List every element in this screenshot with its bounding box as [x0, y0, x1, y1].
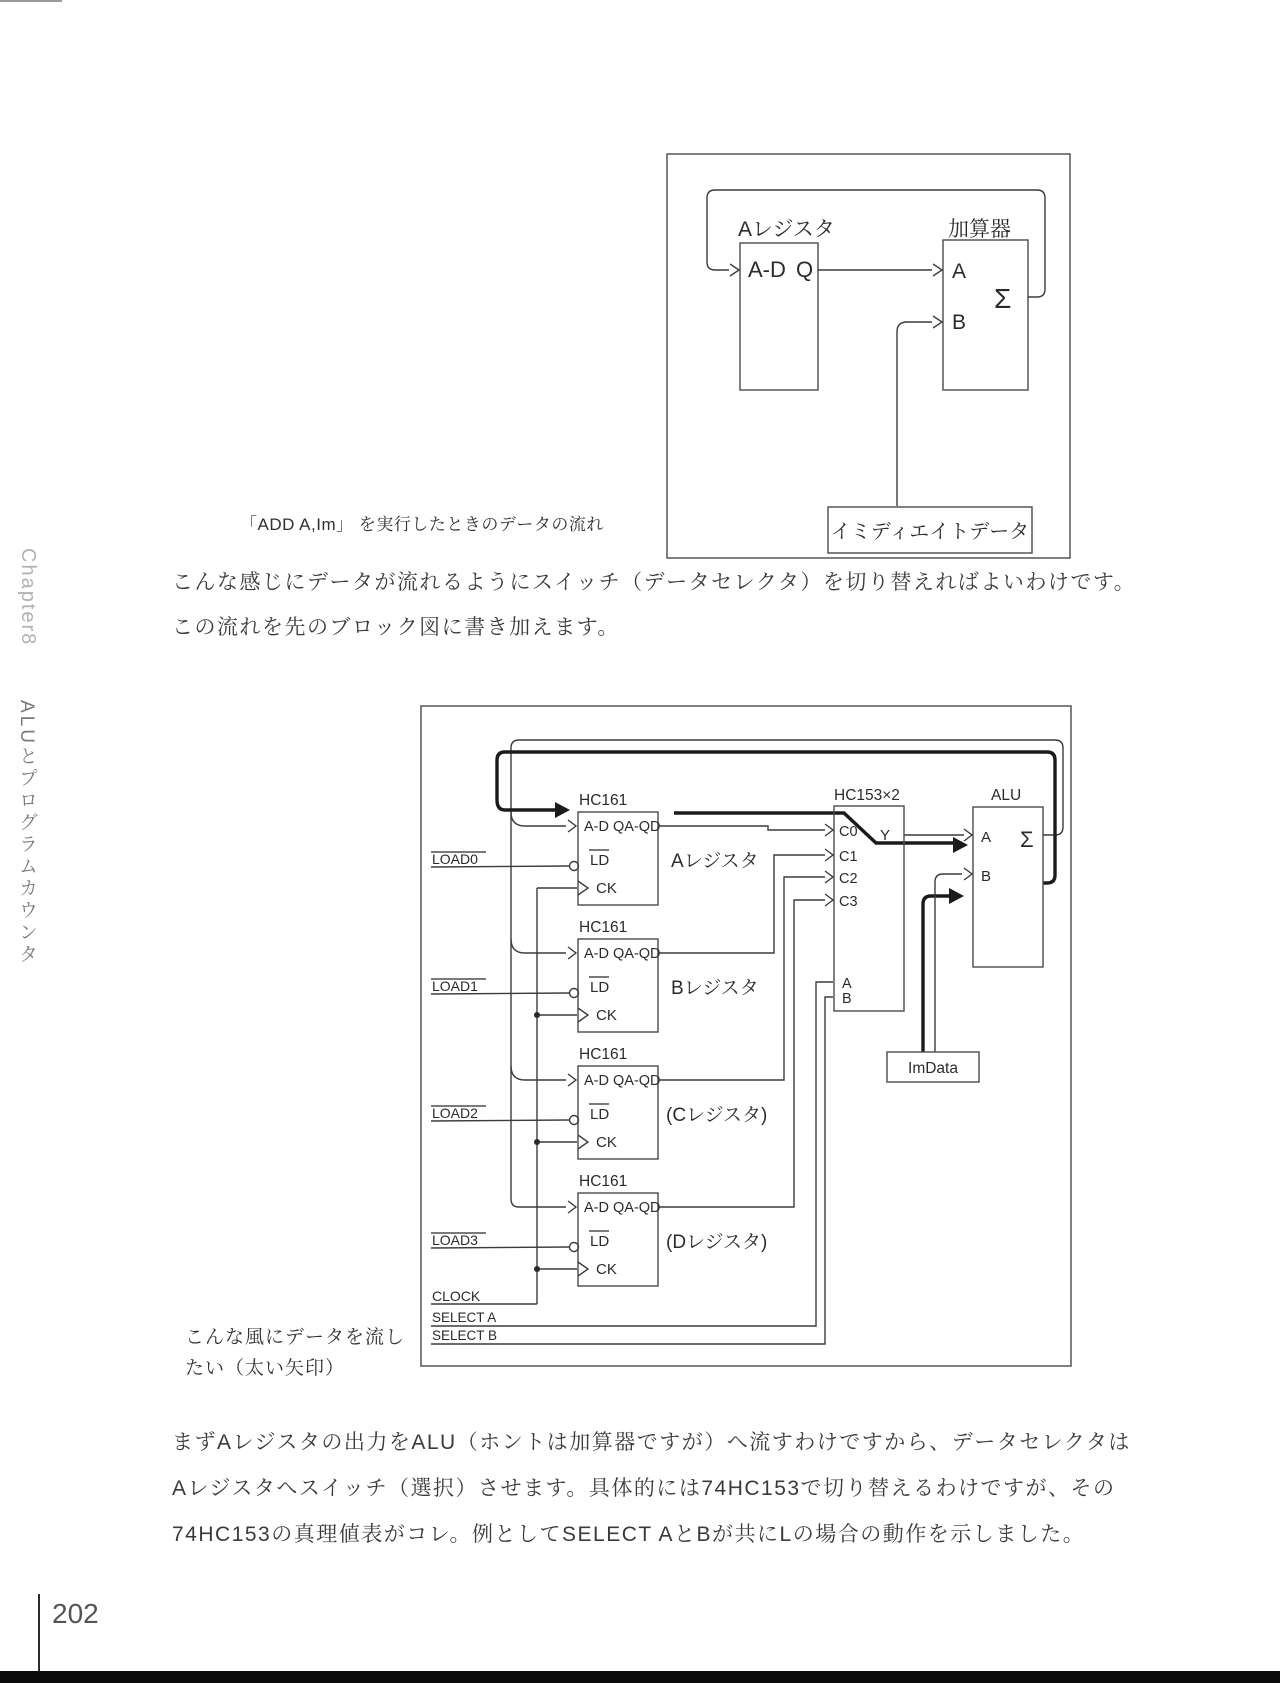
- alu-block: [964, 787, 1043, 967]
- sidebar-rule-bottom: [0, 0, 62, 2]
- ld-label: LD: [590, 979, 610, 996]
- ports-label: A-D QA-QD: [584, 1200, 661, 1216]
- select-b-port: B: [842, 991, 852, 1007]
- select-a-label: SELECT A: [432, 1310, 497, 1325]
- chip-label: ALU: [991, 787, 1022, 804]
- register-name: (Cレジスタ): [666, 1105, 768, 1126]
- register-name: Aレジスタ: [671, 851, 759, 872]
- c2-label: C2: [839, 871, 858, 887]
- input-chevron-icon: [964, 829, 972, 841]
- chapter-label: Chapter8: [17, 548, 39, 647]
- input-chevron-icon: [568, 1074, 576, 1086]
- clock-chevron-icon: [578, 881, 588, 895]
- input-chevron-icon: [568, 1201, 576, 1213]
- ld-bubble-icon: [570, 862, 579, 871]
- paragraph-1-line-2: この流れを先のブロック図に書き加えます。: [172, 616, 620, 639]
- junction-dot: [534, 1139, 540, 1145]
- clock-label: CLOCK: [432, 1288, 481, 1304]
- select-b-wire: [431, 997, 833, 1344]
- ld-label: LD: [590, 852, 610, 869]
- figure2-feedback-bus: [511, 740, 1063, 1207]
- select-a-port: A: [842, 976, 852, 992]
- clock-chevron-icon: [578, 1135, 588, 1149]
- register-name: Bレジスタ: [671, 978, 759, 999]
- bus-branch-c: [511, 1066, 566, 1080]
- select-b-label: SELECT B: [432, 1328, 498, 1343]
- load2-wire: [431, 1120, 569, 1121]
- chip-label: HC161: [579, 1173, 628, 1190]
- input-chevron-icon: [933, 264, 942, 276]
- figure1-adder-b-port: B: [952, 311, 967, 334]
- input-chevron-icon: [825, 894, 833, 906]
- ld-bubble-icon: [570, 1116, 579, 1125]
- clock-chevron-icon: [578, 1008, 588, 1022]
- figure1-add-a-im-diagram: [660, 148, 1075, 563]
- imdata-label: ImData: [908, 1060, 958, 1077]
- load0-wire: [431, 866, 569, 867]
- paragraph-1: [172, 560, 1136, 650]
- wire-a-to-c0: [658, 826, 825, 830]
- wire-d-to-c3: [658, 900, 825, 1207]
- figure1-ad-port-label: A-D: [748, 257, 786, 282]
- load-signals: [431, 851, 569, 1248]
- register-block-b: [568, 919, 759, 1032]
- load3-label: LOAD3: [432, 1232, 478, 1248]
- figure1-imdata-wire: [897, 322, 932, 506]
- page-number: 202: [52, 1598, 99, 1629]
- c1-label: C1: [839, 849, 858, 865]
- ports-label: A-D QA-QD: [584, 819, 661, 835]
- ld-label: LD: [590, 1233, 610, 1250]
- bus-branch-b: [511, 939, 566, 953]
- scan-edge-bar: [0, 1671, 1280, 1683]
- load1-wire: [431, 993, 569, 994]
- select-a-wire: [431, 982, 833, 1326]
- alu-b-port: B: [981, 868, 992, 885]
- figure2-border: [421, 706, 1071, 1366]
- c3-label: C3: [839, 894, 858, 910]
- figure1-immediate-label: イミディエイトデータ: [830, 521, 1030, 543]
- figure1-q-port-label: Q: [796, 257, 814, 282]
- register-block-a: [568, 792, 759, 905]
- input-chevron-icon: [730, 264, 739, 276]
- chip-label: HC161: [579, 1046, 628, 1063]
- page-number-rule: [38, 1594, 40, 1674]
- load3-wire: [431, 1247, 569, 1248]
- load2-label: LOAD2: [432, 1105, 478, 1121]
- ld-label: LD: [590, 1106, 610, 1123]
- register-block-c: [568, 1046, 767, 1159]
- selector-block: [825, 787, 904, 1011]
- input-chevron-icon: [964, 868, 972, 880]
- paragraph-2: [172, 1420, 1131, 1558]
- ck-label: CK: [596, 1007, 617, 1024]
- load0-label: LOAD0: [432, 851, 478, 867]
- bold-arrow-icon: [555, 802, 570, 818]
- junction-dot: [534, 1266, 540, 1272]
- paragraph-2-line-1: まずAレジスタの出力をALU（ホントは加算器ですが）へ流すわけですから、データセレクタは: [172, 1431, 1131, 1454]
- c0-label: C0: [839, 824, 858, 840]
- wire-imdata-to-alu-b: [935, 874, 962, 1052]
- ld-bubble-icon: [570, 1243, 579, 1252]
- bold-flow-a-to-alu: [674, 813, 954, 843]
- paragraph-2-line-3: 74HC153の真理値表がコレ。例としてSELECT AとBが共にLの場合の動作を示しました。: [172, 1523, 1086, 1546]
- ports-label: A-D QA-QD: [584, 1073, 661, 1089]
- input-chevron-icon: [933, 316, 942, 328]
- figure1-border: [667, 154, 1070, 558]
- bold-flow-loop: [497, 752, 1055, 883]
- junction-dot: [534, 1012, 540, 1018]
- figure1-caption: 「ADD A,Im」 を実行したときのデータの流れ: [240, 515, 604, 534]
- figure2-caption-line-2: たい（太い矢印）: [185, 1358, 346, 1379]
- chapter-title-vertical: ALUとプログラムカウンタ: [16, 700, 37, 966]
- select-signals: [431, 982, 833, 1344]
- figure2-block-diagram: [418, 700, 1078, 1372]
- figure1-a-register-label: Aレジスタ: [738, 218, 835, 241]
- ports-label: A-D QA-QD: [584, 946, 661, 962]
- register-block-d: [568, 1173, 767, 1286]
- paragraph-1-line-1: こんな感じにデータが流れるようにスイッチ（データセレクタ）を切り替えればよいわけです。: [172, 571, 1137, 594]
- ck-label: CK: [596, 1261, 617, 1278]
- figure1-adder-label: 加算器: [948, 218, 1011, 241]
- figure1-adder-a-port: A: [952, 260, 967, 283]
- chip-label: HC161: [579, 919, 628, 936]
- figure2-caption-line-1: こんな風にデータを流し: [185, 1327, 406, 1348]
- load1-label: LOAD1: [432, 978, 478, 994]
- figure1-sigma-label: Σ: [994, 283, 1012, 314]
- chip-label: HC161: [579, 792, 628, 809]
- alu-a-port: A: [981, 829, 992, 846]
- paragraph-2-line-2: Aレジスタへスイッチ（選択）させます。具体的には74HC153で切り替えるわけですが、その: [172, 1477, 1116, 1500]
- input-chevron-icon: [825, 824, 833, 836]
- input-chevron-icon: [825, 849, 833, 861]
- alu-sigma: Σ: [1020, 827, 1034, 852]
- ck-label: CK: [596, 1134, 617, 1151]
- input-chevron-icon: [568, 947, 576, 959]
- ck-label: CK: [596, 880, 617, 897]
- input-chevron-icon: [825, 871, 833, 883]
- clock-chevron-icon: [578, 1262, 588, 1276]
- bold-flow-imdata-to-alu: [923, 896, 950, 1052]
- register-name: (Dレジスタ): [666, 1232, 768, 1253]
- chip-label: HC153×2: [834, 787, 900, 804]
- figure2-caption: [185, 1322, 405, 1384]
- y-output-label: Y: [880, 827, 891, 844]
- ld-bubble-icon: [570, 989, 579, 998]
- bold-arrow-icon: [949, 888, 964, 904]
- input-chevron-icon: [568, 820, 576, 832]
